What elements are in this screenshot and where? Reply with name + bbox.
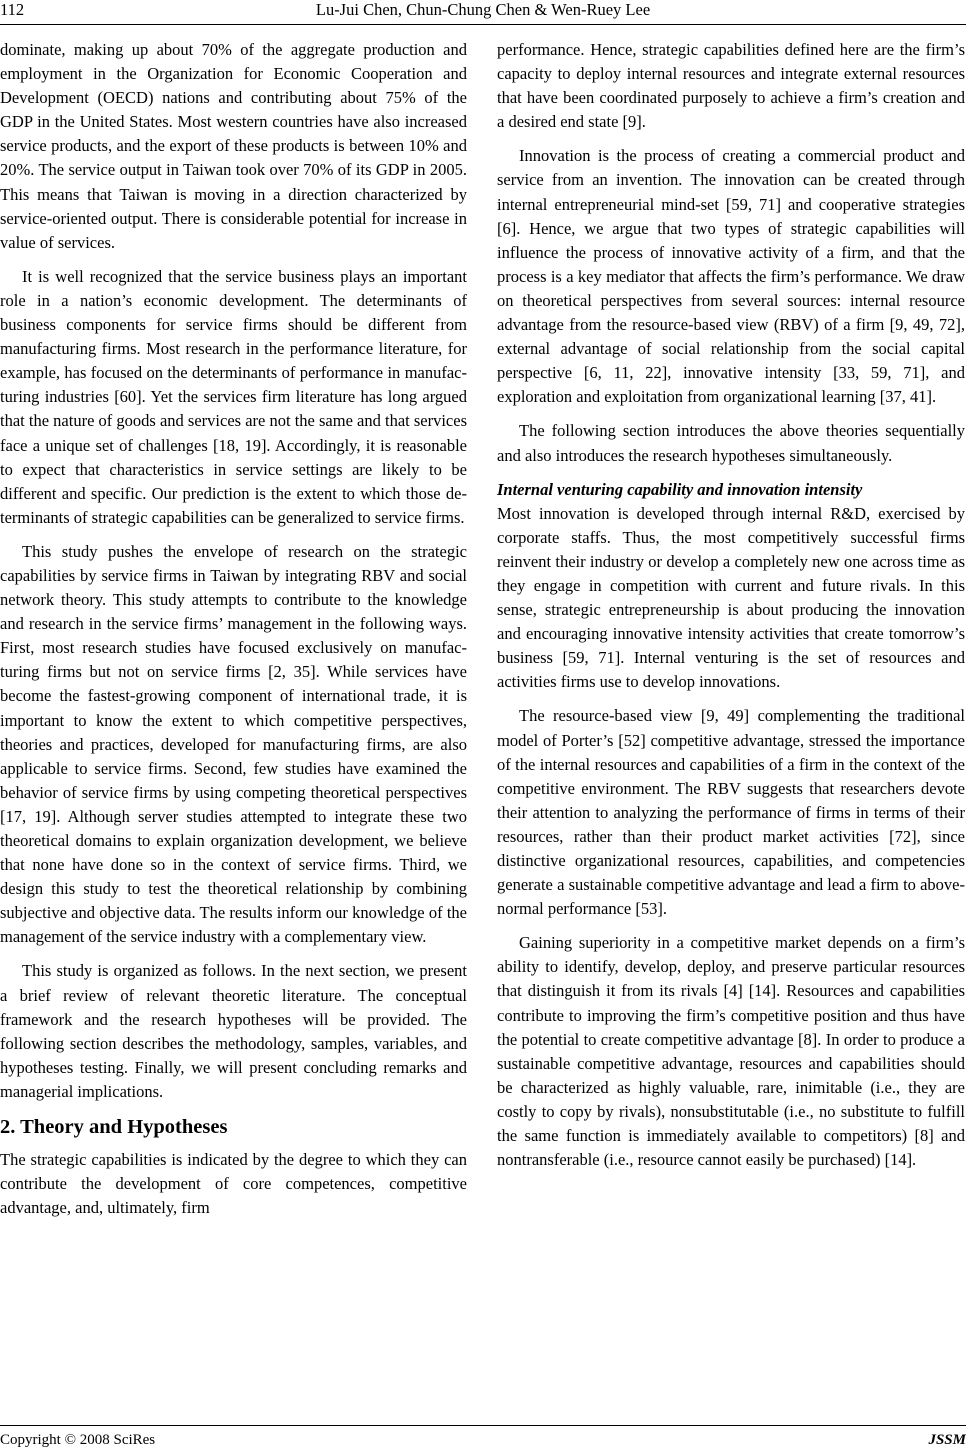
paragraph: Gaining superiority in a competitive market depends on a firm’s ability to identify, develop, deploy, and preserve particular resources that distinguish it from its rivals [4] [14]. Resources and capabilities contribute to improving the firm’s competitive position and thus have the potential to create competitive advantage [8]. In order to produce a sustainable competitive advantage, resources and capabilities should be characterized as highly valuable, rare, inimitable (i.e., they are costly to copy by rivals), nonsubstitutable (i.e., no substitute to fulfill the same function is immediately available to competitors) [8] and nontransferable (i.e., resource cannot easily be purchased) [14]. xyxy=(497,933,965,1170)
paragraph: This study is organized as follows. In the next section, we present a brief review of relevant theoretic literature. The conceptual framework and the research hypotheses will be provided. The following section describes the methodology, samples, variables, and hypotheses testing. Finally, we will present concluding remarks and managerial implications. xyxy=(0,961,467,1101)
paragraph: Innovation is the process of creating a commercial product and service from an invention. The innovation can be created through internal entrepreneurial mind-set [59, 71] and cooperative strategies [6]. Hence, we argue that two types of strategic capabilities will influence the process of innovative activity of a firm, and that the process is a key mediator that affects the firm’s performance. We draw on theoretical perspectives from several sources: internal resource advantage from the resource-based view (RBV) of a firm [9, 49, 72], external advantage of social relationship from the social capital perspective [6, 11, 22], innovative intensity [33, 59, 71], and exploration and exploitation from organizational learning [37, 41]. xyxy=(497,146,965,407)
paragraph: Most innovation is developed through internal R&D, exercised by corporate staffs. Thus, the most competitively successful firms reinvent their industry or develop a completely new one across time as they engage in competition with current and future rivals. In this sense, strategic entrepreneurship is about producing the innovation and encouraging innovative intensity activities that create tomorrow’s business [59, 71]. Internal venturing is the set of resources and activities firms use to develop innovations. xyxy=(497,503,965,692)
paragraph: performance. Hence, strategic capabilities defined here are the firm’s capacity to deploy internal resources and integrate external resources that have been coordinated purposely to achieve a firm’s creation and a desired end state [9]. xyxy=(497,40,965,132)
header-rule xyxy=(0,24,966,25)
running-title: Lu-Jui Chen, Chun-Chung Chen & Wen-Ruey Lee xyxy=(315,0,651,19)
paragraph: It is well recognized that the service business plays an important role in a nation’s economic development. The determinants of business components for service firms should be different from manufacturing firms. Most research in the performance literature, for example, has focused on the determinants of performance in manufacturing industries [60]. Yet the services firm literature has long argued that the nature of goods and services are not the same and that services face a unique set of challenges [18, 19]. Accordingly, it is reasonable to expect that characteristics in service settings are likely to be different and specific. Our prediction is the extent to which those determinants of strategic capabilities can be generalized to service firms. xyxy=(0,266,467,527)
paragraph: The strategic capabilities is indicated by the degree to which they can contribute the development of core competences, competitive advantage, and, ultimately, firm xyxy=(0,1150,467,1218)
paragraph: The following section introduces the above theories sequentially and also introduces the research hypotheses simultaneously. xyxy=(497,421,965,465)
page-number: 112 xyxy=(0,0,25,19)
page-header xyxy=(0,0,966,30)
journal-abbreviation: JSSM xyxy=(928,1432,966,1448)
paragraph: The resource-based view [9, 49] complementing the traditional model of Porter’s [52] competitive advantage, stressed the importance of the internal resources and capabilities of a firm in the context of the competitive environment. The RBV suggests that researchers devote their attention to analyzing the performance of firms in terms of their resources, rather than their product market activities [72], since distinctive organizational resources, capabilities, and competencies generate a sustainable competitive advantage and lead a firm to above-normal performance [53]. xyxy=(497,706,965,919)
section-heading: 2. Theory and Hypotheses xyxy=(0,1116,228,1139)
right-column xyxy=(497,38,965,1182)
copyright-notice: Copyright © 2008 SciRes xyxy=(0,1432,156,1448)
paragraph: This study pushes the envelope of research on the strategic capabilities by service firms in Taiwan by integrating RBV and social network theory. This study attempts to contribute to the knowledge and research in the service firms’ management in the following ways. First, most research studies have focused exclusively on manufacturing firms but not on service firms [2, 35]. While services have become the fastest-growing component of international trade, it is important to know the extent to which competitive perspectives, theories and practices, developed for manufacturing firms, are also applicable to service firms. Second, few studies have examined the behavior of service firms by using competing theoretical perspectives [17, 19]. Although server studies attempted to integrate these two theoretical domains to explain organization development, we believe that none have done so in the context of service firms. Third, we design this study to test the theoretical relationship by combining subjective and objective data. The results inform our knowledge of the management of the service industry with a complementary view. xyxy=(0,541,467,947)
left-column xyxy=(0,38,467,1230)
subsection-heading: Internal venturing capability and innovation intensity xyxy=(497,479,863,499)
footer-rule xyxy=(0,1425,966,1426)
paragraph: dominate, making up about 70% of the aggregate production and employment in the Organization for Economic Cooperation and Development (OECD) nations and contributing about 75% of the GDP in the United States. Most western countries have also increased service products, and the export of these products is between 10% and 20%. The service output in Taiwan took over 70% of its GDP in 2005. This means that Taiwan is moving in a direction characterized by service-oriented output. There is considerable potential for increase in value of services. xyxy=(0,40,467,252)
